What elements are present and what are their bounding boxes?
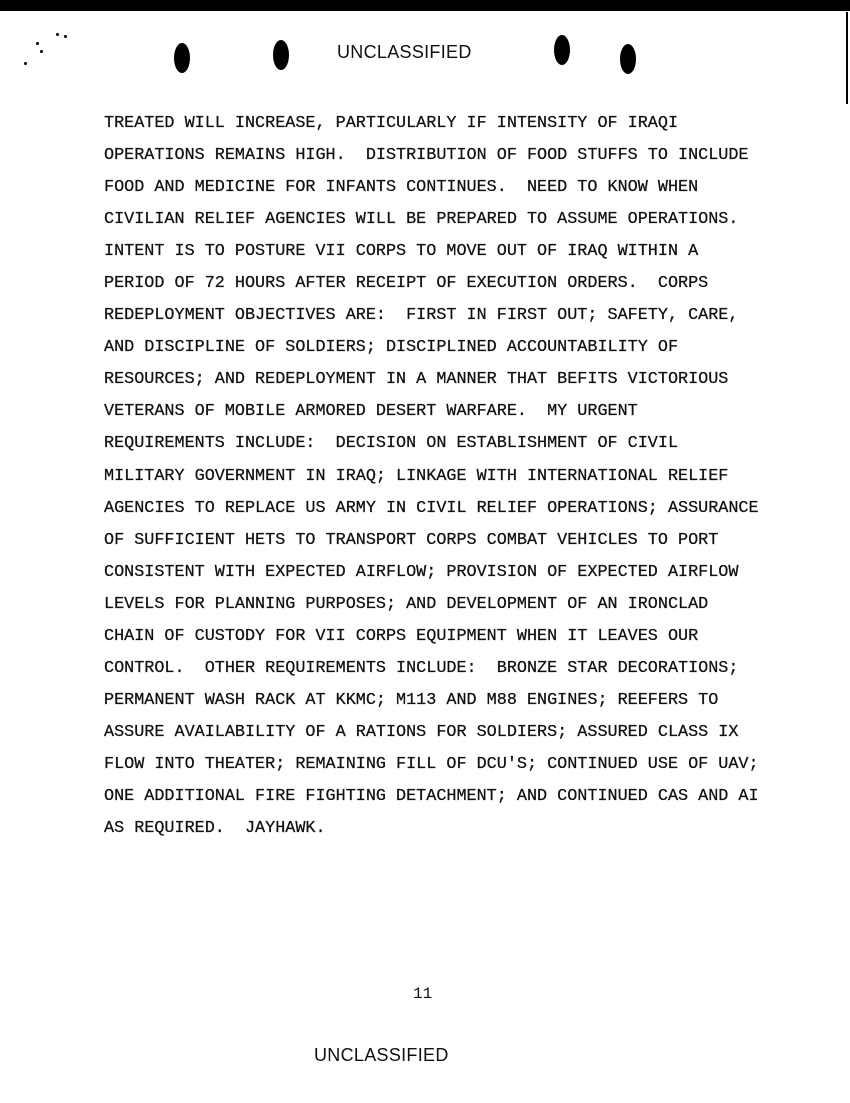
punch-hole — [620, 44, 636, 74]
header-classification: UNCLASSIFIED — [337, 42, 472, 62]
scan-speck — [40, 50, 43, 53]
document-body — [104, 108, 759, 845]
text-line: CONSISTENT WITH EXPECTED AIRFLOW; PROVISION OF EXPECTED AIRFLOW — [104, 562, 739, 582]
text-line: REDEPLOYMENT OBJECTIVES ARE: FIRST IN FIRST OUT; SAFETY, CARE, — [104, 306, 739, 326]
punch-hole — [174, 43, 190, 73]
text-line: VETERANS OF MOBILE ARMORED DESERT WARFARE. MY URGENT — [104, 402, 638, 422]
text-line: AGENCIES TO REPLACE US ARMY IN CIVIL RELIEF OPERATIONS; ASSURANCE — [104, 498, 759, 518]
text-line: OPERATIONS REMAINS HIGH. DISTRIBUTION OF FOOD STUFFS TO INCLUDE — [104, 146, 749, 166]
text-line: PERMANENT WASH RACK AT KKMC; M113 AND M88 ENGINES; REEFERS TO — [104, 690, 719, 710]
text-line: AND DISCIPLINE OF SOLDIERS; DISCIPLINED ACCOUNTABILITY OF — [104, 338, 679, 358]
punch-hole — [554, 35, 570, 65]
scan-border-right — [846, 12, 848, 104]
page-number: 11 — [413, 985, 433, 1003]
scan-border-top — [0, 0, 850, 11]
scan-speck — [24, 62, 27, 65]
scan-speck — [64, 35, 67, 38]
text-line: FOOD AND MEDICINE FOR INFANTS CONTINUES. NEED TO KNOW WHEN — [104, 178, 699, 198]
text-line: FLOW INTO THEATER; REMAINING FILL OF DCU'S; CONTINUED USE OF UAV; — [104, 754, 759, 774]
punch-hole — [273, 40, 289, 70]
text-line: INTENT IS TO POSTURE VII CORPS TO MOVE OUT OF IRAQ WITHIN A — [104, 242, 699, 262]
text-line: REQUIREMENTS INCLUDE: DECISION ON ESTABLISHMENT OF CIVIL — [104, 434, 679, 454]
scan-speck — [56, 33, 59, 36]
text-line: OF SUFFICIENT HETS TO TRANSPORT CORPS COMBAT VEHICLES TO PORT — [104, 530, 719, 550]
text-line: CHAIN OF CUSTODY FOR VII CORPS EQUIPMENT WHEN IT LEAVES OUR — [104, 626, 699, 646]
text-line: CIVILIAN RELIEF AGENCIES WILL BE PREPARED TO ASSUME OPERATIONS. — [104, 210, 739, 230]
text-line: CONTROL. OTHER REQUIREMENTS INCLUDE: BRONZE STAR DECORATIONS; — [104, 658, 739, 678]
text-line: AS REQUIRED. JAYHAWK. — [104, 819, 326, 839]
text-line: ONE ADDITIONAL FIRE FIGHTING DETACHMENT; AND CONTINUED CAS AND AI — [104, 786, 759, 806]
text-line: RESOURCES; AND REDEPLOYMENT IN A MANNER THAT BEFITS VICTORIOUS — [104, 370, 729, 390]
text-line: PERIOD OF 72 HOURS AFTER RECEIPT OF EXECUTION ORDERS. CORPS — [104, 274, 709, 294]
text-line: MILITARY GOVERNMENT IN IRAQ; LINKAGE WITH INTERNATIONAL RELIEF — [104, 466, 729, 486]
footer-classification: UNCLASSIFIED — [314, 1045, 449, 1065]
scan-speck — [36, 42, 39, 45]
text-line: TREATED WILL INCREASE, PARTICULARLY IF INTENSITY OF IRAQI — [104, 114, 679, 133]
text-line: LEVELS FOR PLANNING PURPOSES; AND DEVELOPMENT OF AN IRONCLAD — [104, 594, 709, 614]
text-line: ASSURE AVAILABILITY OF A RATIONS FOR SOLDIERS; ASSURED CLASS IX — [104, 722, 739, 742]
